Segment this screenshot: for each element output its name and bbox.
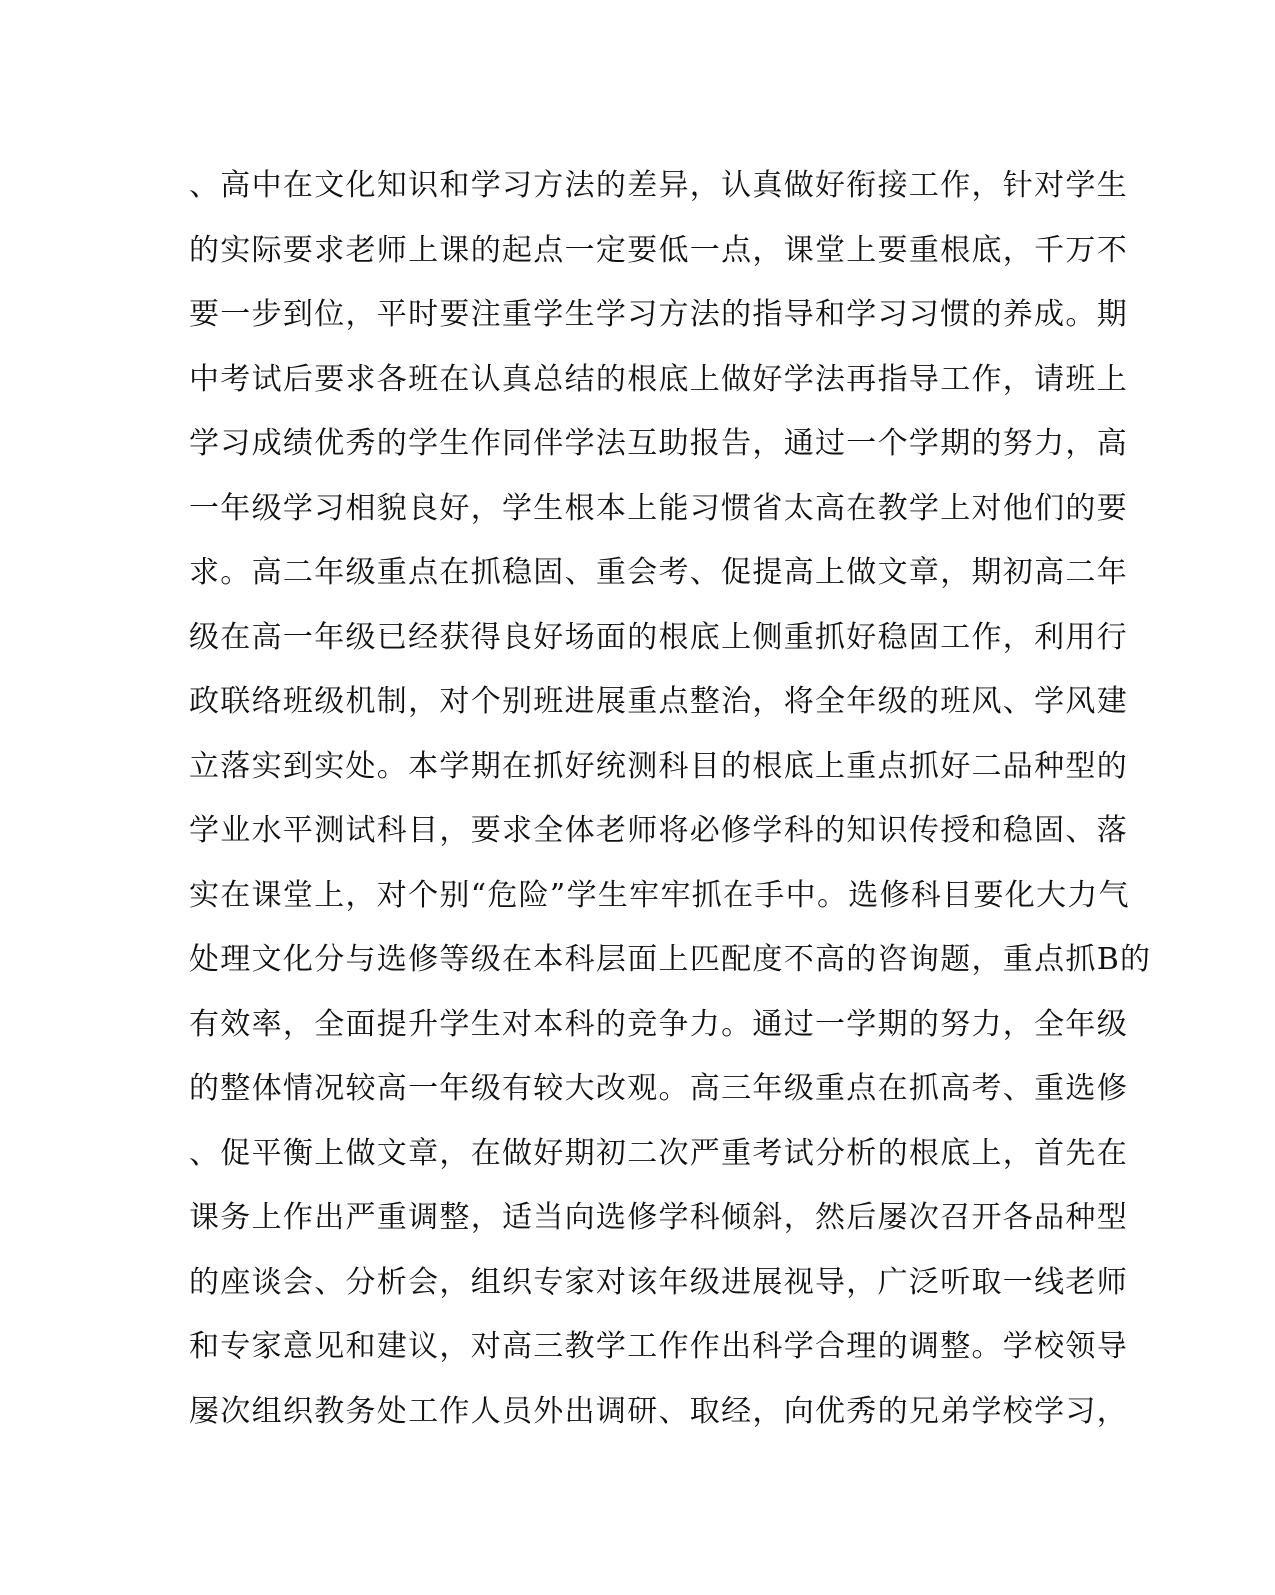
body-text [189,154,1152,1444]
text-line: 政联络班级机制，对个别班进展重点整治，将全年级的班风、学风建 [189,684,1128,719]
text-line: 的座谈会、分析会，组织专家对该年级进展视导，广泛听取一线老师 [189,1264,1128,1300]
text-line: 课务上作出严重调整，适当向选修学科倾斜，然后屡次召开各品种型 [189,1200,1128,1235]
text-line: 、高中在文化知识和学习方法的差异，认真做好衔接工作，针对学生 [189,168,1128,203]
text-line: 求。高二年级重点在抓稳固、重会考、促提高上做文章，期初高二年 [189,555,1128,590]
text-line: 立落实到实处。本学期在抓好统测科目的根底上重点抓好二品种型的 [189,748,1128,784]
text-line: 要一步到位，平时要注重学生学习方法的指导和学习习惯的养成。期 [189,297,1128,332]
text-line: 处理文化分与选修等级在本科层面上匹配度不高的咨询题，重点抓B的 [189,942,1152,977]
text-line: 屡次组织教务处工作人员外出调研、取经，向优秀的兄弟学校学习， [189,1393,1128,1429]
text-line: 和专家意见和建议，对高三教学工作作出科学合理的调整。学校领导 [189,1329,1128,1364]
text-line: 学习成绩优秀的学生作同伴学法互助报告，通过一个学期的努力，高 [189,426,1128,461]
text-line: 实在课堂上，对个别“危险”学生牢牢抓在手中。选修科目要化大力气 [189,877,1130,913]
text-line: 中考试后要求各班在认真总结的根底上做好学法再指导工作，请班上 [189,361,1128,397]
text-line: 有效率，全面提升学生对本科的竞争力。通过一学期的努力，全年级 [189,1006,1128,1042]
text-line: 一年级学习相貌良好，学生根本上能习惯省太高在教学上对他们的要 [189,490,1128,526]
text-line: 级在高一年级已经获得良好场面的根底上侧重抓好稳固工作，利用行 [189,619,1128,655]
text-line: 的整体情况较高一年级有较大改观。高三年级重点在抓高考、重选修 [189,1071,1128,1106]
text-line: 、促平衡上做文章，在做好期初二次严重考试分析的根底上，首先在 [189,1135,1128,1171]
text-line: 学业水平测试科目，要求全体老师将必修学科的知识传授和稳固、落 [189,813,1128,848]
text-line: 的实际要求老师上课的起点一定要低一点，课堂上要重根底，千万不 [189,232,1128,268]
